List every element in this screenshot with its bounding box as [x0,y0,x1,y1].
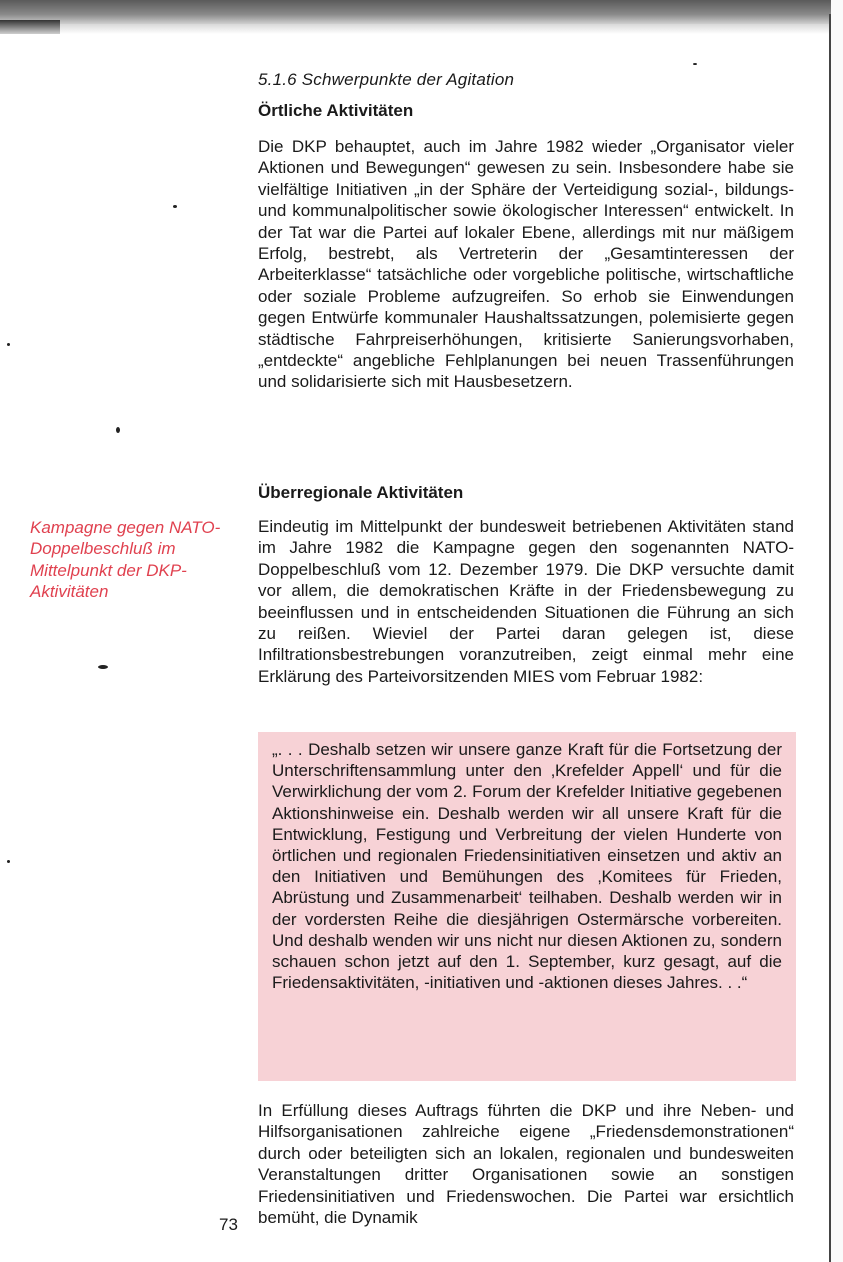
margin-note: Kampagne gegen NATO-Doppelbeschluß im Mittelpunkt der DKP-Aktivitäten [30,518,221,602]
scan-speck [116,427,120,433]
scan-speck [98,665,108,669]
paragraph-supra: Eindeutig im Mittelpunkt der bundesweit betriebenen Aktivitäten stand im Jahre 1982 die Kampagne gegen den sogenannten NATO-Doppelbeschluß vom 12. Dezember 1979. Die DKP versuchte damit vor allem, die demokratischen Kräfte in der Friedensbewegung zu beeinflussen und in entscheidenden Situationen die Führung an sich zu reißen. Wieviel der Partei daran gelegen ist, diese Infiltrationsbestrebungen voranzutreiben, zeigt einmal mehr eine Erklärung des Parteivorsitzenden MIES vom Februar 1982: [258,517,794,686]
paragraph-local: Die DKP behauptet, auch im Jahre 1982 wieder „Organisator vieler Aktionen und Bewegungen“ gewesen zu sein. Insbesondere habe sie vielfältige Initiativen „in der Sphäre der Verteidigung sozial-, bildungs- und kommunalpolitischer sowie ökologischer Interessen“ entwickelt. In der Tat war die Partei auf lokaler Ebene, allerdings mit nur mäßigem Erfolg, bestrebt, als Vertreterin der „Gesamtinteressen der Arbeiterklasse“ tatsächliche oder vorgebliche politische, wirtschaftliche oder soziale Probleme aufzugreifen. So erhob sie Einwendungen gegen Entwürfe kommunaler Haushaltssatzungen, polemisierte gegen städtische Fahrpreiserhöhungen, kritisierte Sanierungsvorhaben, „entdeckte“ angebliche Fehlplanungen bei neuen Trassenführungen und solidarisierte sich mit Hausbesetzern. [258,137,794,392]
scan-right-edge [829,14,831,1262]
page-number: 73 [219,1215,238,1234]
scan-top-shadow [0,24,843,34]
scan-speck [7,860,10,863]
subheading-local: Örtliche Aktivitäten [258,101,414,120]
scan-speck [7,343,10,346]
scan-right-margin [831,0,843,1262]
quote-text: „. . . Deshalb setzen wir unsere ganze Kraft für die Fortsetzung der Unterschriftensammlung unter den ‚Krefelder Appell‘ und für die Verwirklichung der vom 2. Forum der Krefelder Initiative gegebenen Aktionshinweise ein. Deshalb werden wir all unsere Kraft für die Entwicklung, Festigung und Verbreitung der vielen Hunderte von örtlichen und regionalen Friedensinitiativen einsetzen und aktiv an den Initiativen und Bemühungen des ‚Komitees für Frieden, Abrüstung und Zusammenarbeit‘ teilhaben. Deshalb werden wir in der vordersten Reihe die diesjährigen Ostermärsche vorbereiten. Und deshalb wenden wir uns nicht nur diesen Aktionen zu, sondern schauen schon jetzt auf den 1. September, kurz gesagt, auf die Friedensaktivitäten, -initiativen und -aktionen dieses Jahres. . .“ [272,740,782,993]
scan-top-edge [0,0,843,24]
scan-speck [693,63,697,65]
section-heading: 5.1.6 Schwerpunkte der Agitation [258,70,515,89]
scan-corner-shadow [0,20,60,34]
scan-speck [173,205,177,208]
subheading-supra: Überregionale Aktivitäten [258,483,464,502]
paragraph-closing: In Erfüllung dieses Auftrags führten die DKP und ihre Neben- und Hilfsorganisationen zahlreiche eigene „Friedensdemonstrationen“ durch oder beteiligten sich an lokalen, regionalen und bundesweiten Veranstaltungen dritter Organisationen sowie an sonstigen Friedensinitiativen und Friedenswochen. Die Partei war ersichtlich bemüht, die Dynamik [258,1101,794,1228]
